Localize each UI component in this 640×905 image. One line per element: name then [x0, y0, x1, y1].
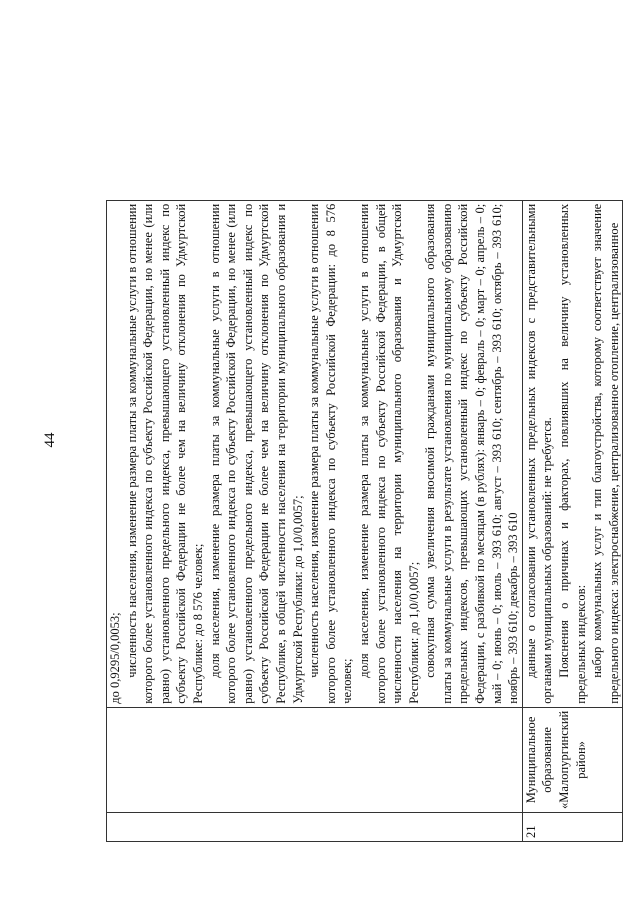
description-cell — [522, 200, 623, 707]
table-row — [522, 200, 623, 841]
paragraph: до 0,9295/0,0053; — [108, 612, 122, 704]
rotated-page — [40, 0, 621, 880]
paragraph: численность населения, изменение размера платы за коммунальные услуги в отношении которого более установленного индекса по субъекту Российской Федерации: до 8 576 человек; — [307, 203, 355, 704]
paragraph: набор коммунальных услуг и тип благоустройства, которому соответствует значение предельного индекса: электроснабжение, централизованное отопление, централизованное — [590, 203, 621, 704]
paragraph: совокупная сумма увеличения вносимой гражданами муниципального образования платы за коммунальные услуги в результате установления по муниципальному образованию предельных индексов, превышающих установленный индекс по субъекту Российской Федерации, с разбивкой по месяцам (в рублях): январь – 0; февраль – 0; март – 0; апрель – 0; май – 0; июнь – 0; июль – 393 610; август – 393 610; сентябрь – 393 610; октябрь – 393 610; ноябрь – 393 610; декабрь – 393 610 — [423, 203, 521, 704]
paragraph: численность населения, изменение размера платы за коммунальные услуги в отношении которого более установленного индекса по субъекту Российской Федерации, но менее (или равно) установленного предельного индекса, превышающего установленный индекс по субъекту Российской Федерации не более чем на величину отклонения по Удмуртской Республике: до 8 576 человек; — [124, 203, 205, 704]
row-number-cell: 21 — [522, 813, 623, 842]
table-row — [107, 200, 523, 841]
description-cell — [107, 200, 523, 707]
row-number-cell — [107, 813, 523, 842]
paragraph: данные о согласовании установленных предельных индексов с представительными органами муниципальных образований: не требуется. — [523, 203, 555, 704]
page-number: 44 — [42, 432, 58, 448]
paragraph: доля населения, изменение размера платы за коммунальные услуги в отношении которого более установленного индекса по субъекту Российской Федерации, но менее (или равно) установленного предельного индекса, превышающего установленный индекс по субъекту Российской Федерации не более чем на величину отклонения по Удмуртской Республике, в общей численности населения на территории муниципального образования и Удмуртской Республики: до 1,0/0,0057; — [207, 203, 305, 704]
paragraph: Пояснения о причинах и факторах, повлиявших на величину установленных предельных индексов: — [557, 203, 588, 704]
indices-table — [106, 200, 623, 842]
municipality-cell — [107, 707, 523, 812]
municipality-cell: Муниципальное образование «Малопургинский район» — [522, 707, 623, 812]
paragraph: доля населения, изменение размера платы за коммунальные услуги в отношении которого более установленного индекса по субъекту Российской Федерации, в общей численности населения на территории муниципального образования и Удмуртской Республики: до 1,0/0,0057; — [356, 203, 421, 704]
